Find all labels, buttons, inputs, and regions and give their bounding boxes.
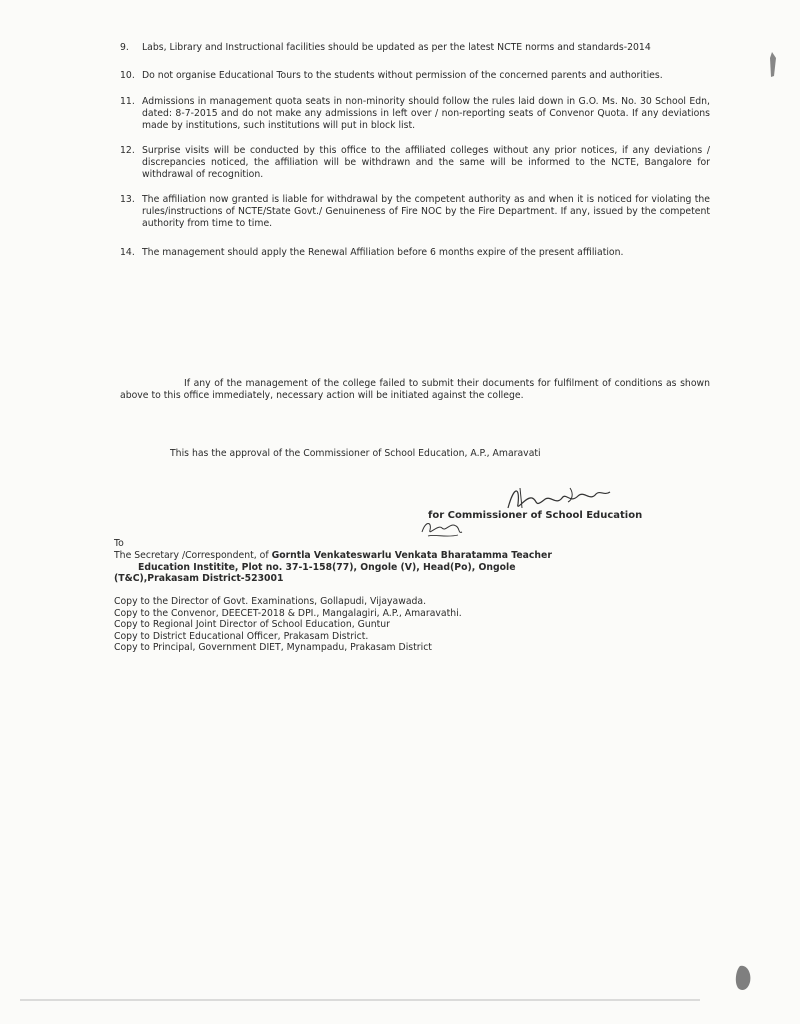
- initials-signature: [418, 518, 464, 540]
- condition-number: 13.: [120, 194, 135, 205]
- condition-item: [120, 96, 710, 132]
- recipient-address-line: Education Institite, Plot no. 37-1-158(77), Ongole (V), Head(Po), Ongole: [138, 561, 516, 573]
- copy-to-item: Copy to the Director of Govt. Examinations, Gollapudi, Vijayawada.: [114, 596, 427, 607]
- condition-text: Surprise visits will be conducted by this office to the affiliated colleges without any prior notices, if any deviations / discrepancies noticed, the affiliation will be withdrawn and the same will be informed to the NCTE, Bangalore for withdrawal of recognition.: [142, 145, 710, 180]
- scan-mark-top: [762, 50, 782, 80]
- approval-statement: This has the approval of the Commissioner of School Education, A.P., Amaravati: [170, 448, 541, 459]
- conditions-list: [120, 42, 710, 259]
- to-label: To: [114, 538, 124, 549]
- condition-number: 11.: [120, 96, 135, 107]
- condition-number: 10.: [120, 70, 135, 81]
- condition-text: Admissions in management quota seats in non-minority should follow the rules laid down in G.O. Ms. No. 30 School Edn, dated: 8-7-2015 and do not make any admissions in left over / non-reporting seats of Convenor Quota. If any deviations made by institutions, such institutions will put in block list.: [142, 96, 710, 131]
- condition-item: [120, 145, 710, 181]
- closing-paragraph: If any of the management of the college failed to submit their documents for fulfilment of conditions as shown above to this office immediately, necessary action will be initiated against the college.: [120, 378, 710, 401]
- condition-number: 12.: [120, 145, 135, 156]
- copy-to-item: Copy to the Convenor, DEECET-2018 & DPI., Mangalagiri, A.P., Amaravathi.: [114, 607, 462, 619]
- scan-mark-bottom: [730, 962, 760, 996]
- copy-to-item: Copy to Regional Joint Director of School Education, Guntur: [114, 619, 390, 630]
- condition-item: [120, 247, 710, 259]
- page-edge-line: [0, 996, 800, 1004]
- condition-item: [120, 194, 710, 230]
- recipient-prefix: The Secretary /Correspondent, of: [114, 550, 272, 561]
- condition-text: Do not organise Educational Tours to the students without permission of the concerned parents and authorities.: [142, 70, 663, 81]
- signature-line: for Commissioner of School Education: [428, 510, 643, 521]
- condition-item: [120, 42, 710, 54]
- condition-text: The affiliation now granted is liable for withdrawal by the competent authority as and when it is noticed for violating the rules/instructions of NCTE/State Govt./ Genuineness of Fire NOC by the Fire Department. If any, issued by the competent authority from time to time.: [142, 194, 710, 229]
- condition-item: [120, 70, 710, 82]
- recipient-address: [114, 550, 714, 585]
- recipient-district-line: (T&C),Prakasam District-523001: [114, 573, 284, 584]
- condition-text: Labs, Library and Instructional facilities should be updated as per the latest NCTE norms and standards-2014: [142, 42, 651, 53]
- condition-number: 14.: [120, 247, 135, 258]
- copy-to-item: Copy to District Educational Officer, Prakasam District.: [114, 630, 369, 642]
- recipient-name: Gorntla Venkateswarlu Venkata Bharatamma Teacher: [271, 550, 552, 561]
- copy-to-item: Copy to Principal, Government DIET, Mynampadu, Prakasam District: [114, 642, 432, 653]
- condition-number: 9.: [120, 42, 129, 53]
- condition-text: The management should apply the Renewal Affiliation before 6 months expire of the present affiliation.: [142, 247, 624, 258]
- copy-to-list: [114, 596, 674, 654]
